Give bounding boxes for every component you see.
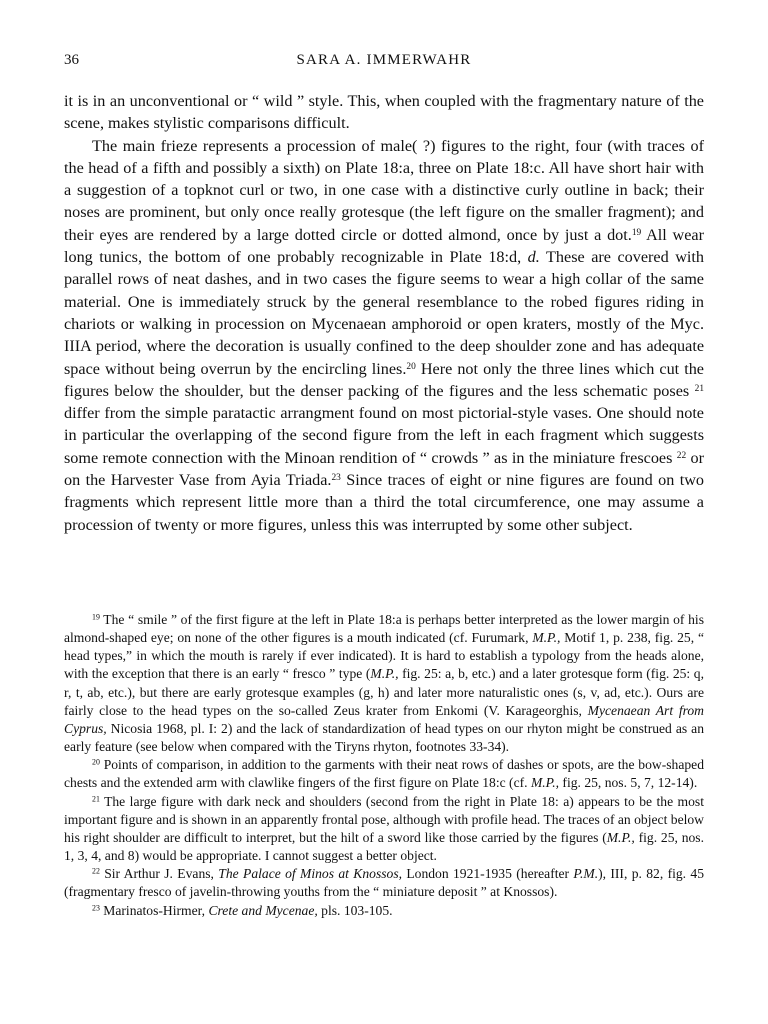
running-head: SARA A. IMMERWAHR: [296, 52, 472, 68]
p2-text-5: differ from the simple paratactic arrangment found on most pictorial-style vases. One should note in particular the overlapping of the second figure from the left in each fragment which suggests some remote connection with the Minoan rendition of “ crowds ” as in the miniature frescoes: [64, 404, 704, 467]
fn19-text-c: fig. 25: a, b, etc.) and a later grotesque form (fig. 25: q, r, t, ab, etc.), but there are early grotesque examples (g, h) and later more naturalistic ones (s, v, ad, etc.). Ours are fairly close to the head types on the so-called Zeus krater from Enkomi (V. Karageorghis,: [64, 666, 704, 718]
p2-text-2: All wear long tunics, the bottom of one probably recognizable in Plate 18:d,: [64, 225, 705, 267]
fn22-book: The Palace of Minos at Knossos,: [218, 866, 403, 882]
footnote-ref-21: 21: [694, 383, 704, 394]
p2-text-6: or on the Harvester Vase from Ayia Triada.: [64, 448, 704, 490]
fn23-book: Crete and Mycenae,: [208, 902, 318, 918]
body-text: [64, 90, 704, 536]
footnote-22: [64, 865, 704, 901]
fn20-text-a: Points of comparison, in addition to the garments with their neat rows of dashes or spots, are the bow-shaped chests and the extended arm with clawlike fingers of the first figure on Plate 18:c (cf.: [64, 757, 704, 791]
footnote-number: 20: [92, 757, 100, 767]
footnote-ref-19: 19: [631, 227, 642, 238]
footnote-ref-23: 23: [331, 472, 341, 483]
fn19-text-b: Motif 1, p. 238, fig. 25, “ head types,” in which the mouth is rarely if ever indicated). It is hard to establish a typology from the heads alone, with the exception that there is an early “ fresco ” type (: [64, 630, 704, 682]
fn23-text-b: pls. 103-105.: [317, 902, 393, 918]
footnote-number: 23: [92, 903, 100, 913]
p2-text-7: Since traces of eight or nine figures are found on two fragments which represent little more than a third the total circumference, one may assume a procession of twenty or more figures, unless this was interrupted by some other subject.: [64, 471, 704, 534]
fn21-text-a: The large figure with dark neck and shoulders (second from the right in Plate 18: a) appears to be the most important figure and is shown in an apparently frontal pose, although with profile head. The traces of an object below his right shoulder are difficult to interpret, but the hilt of a sword like those carried by the figures (: [64, 793, 704, 845]
footnote-number: 19: [92, 612, 100, 622]
paragraph-2: [64, 135, 704, 536]
page-header: [64, 52, 704, 74]
fn21-mp: M.P.,: [606, 829, 635, 845]
fn19-mp-1: M.P.,: [532, 630, 561, 646]
footnote-ref-20: 20: [406, 361, 416, 372]
fn19-mp-2: M.P.,: [370, 666, 399, 682]
fn19-text-d: Nicosia 1968, pl. I: 2) and the lack of standardization of head types on our rhyton might be construed as an early feature (see below when compared with the Tiryns rhyton, footnotes 33-34).: [64, 720, 704, 755]
fn19-text-a: The “ smile ” of the first figure at the left in Plate 18:a is perhaps better interpreted as the lower margin of his almond-shaped eye; on none of the other figures is a mouth indicated (cf. Furumark,: [64, 612, 704, 646]
fn22-text-b: London 1921-1935 (hereafter: [402, 866, 574, 882]
p2-text-1: The main frieze represents a procession of male( ?) figures to the right, four (with traces of the head of a fifth and possibly a sixth) on Plate 18:a, three on Plate 18:c. All have short hair with a suggestion of a topknot curl or two, in one case with a distinctive curly outline in back; their noses are prominent, but only once really grotesque (the left figure on the smaller fragment); and their eyes are rendered by a large dotted circle or dotted almond, once by just a dot.: [64, 136, 704, 244]
fn22-text-c: ), III, p. 82, fig. 45 (fragmentary fresco of javelin-throwing youths from the “ miniature deposit ” at Knossos).: [64, 866, 705, 900]
p2-text-3: These are covered with parallel rows of neat dashes, and in two cases the figure seems to wear a high collar of the same material. One is immediately struck by the general resemblance to the robed figures riding in chariots or walking in procession on Mycenaean amphoroid or open kraters, mostly of the Myc. IIIA period, where the decoration is usually confined to the deep shoulder zone and has adequate space without being overrun by the encircling lines.: [64, 248, 704, 378]
p2-italic-d: d.: [527, 248, 540, 267]
fn20-text-b: fig. 25, nos. 5, 7, 12-14).: [559, 775, 698, 791]
footnote-20: [64, 756, 704, 792]
fn21-text-b: fig. 25, nos. 1, 3, 4, and 8) would be appropriate. I cannot suggest a better object.: [64, 829, 704, 864]
fn20-mp: M.P.,: [530, 775, 560, 791]
footnote-19: [64, 611, 704, 756]
fn19-book: Mycenaean Art from Cyprus,: [64, 702, 704, 736]
fn23-text-a: Marinatos-Hirmer,: [99, 902, 209, 918]
fn22-text-a: Sir Arthur J. Evans,: [99, 866, 219, 882]
footnote-ref-22: 22: [676, 450, 687, 461]
fn22-pm: P.M.: [573, 866, 599, 882]
paragraph-1: it is in an unconventional or “ wild ” style. This, when coupled with the fragmentary nature of the scene, makes stylistic comparisons difficult.: [64, 92, 704, 133]
p2-text-4: Here not only the three lines which cut the figures below the shoulder, but the denser packing of the figures and the less schematic poses: [64, 359, 704, 400]
footnote-number: 22: [92, 866, 100, 876]
footnote-21: [64, 793, 704, 866]
footnote-23: [64, 902, 704, 920]
footnotes: [64, 611, 704, 920]
footnote-number: 21: [92, 794, 100, 804]
page-number: 36: [64, 52, 79, 68]
